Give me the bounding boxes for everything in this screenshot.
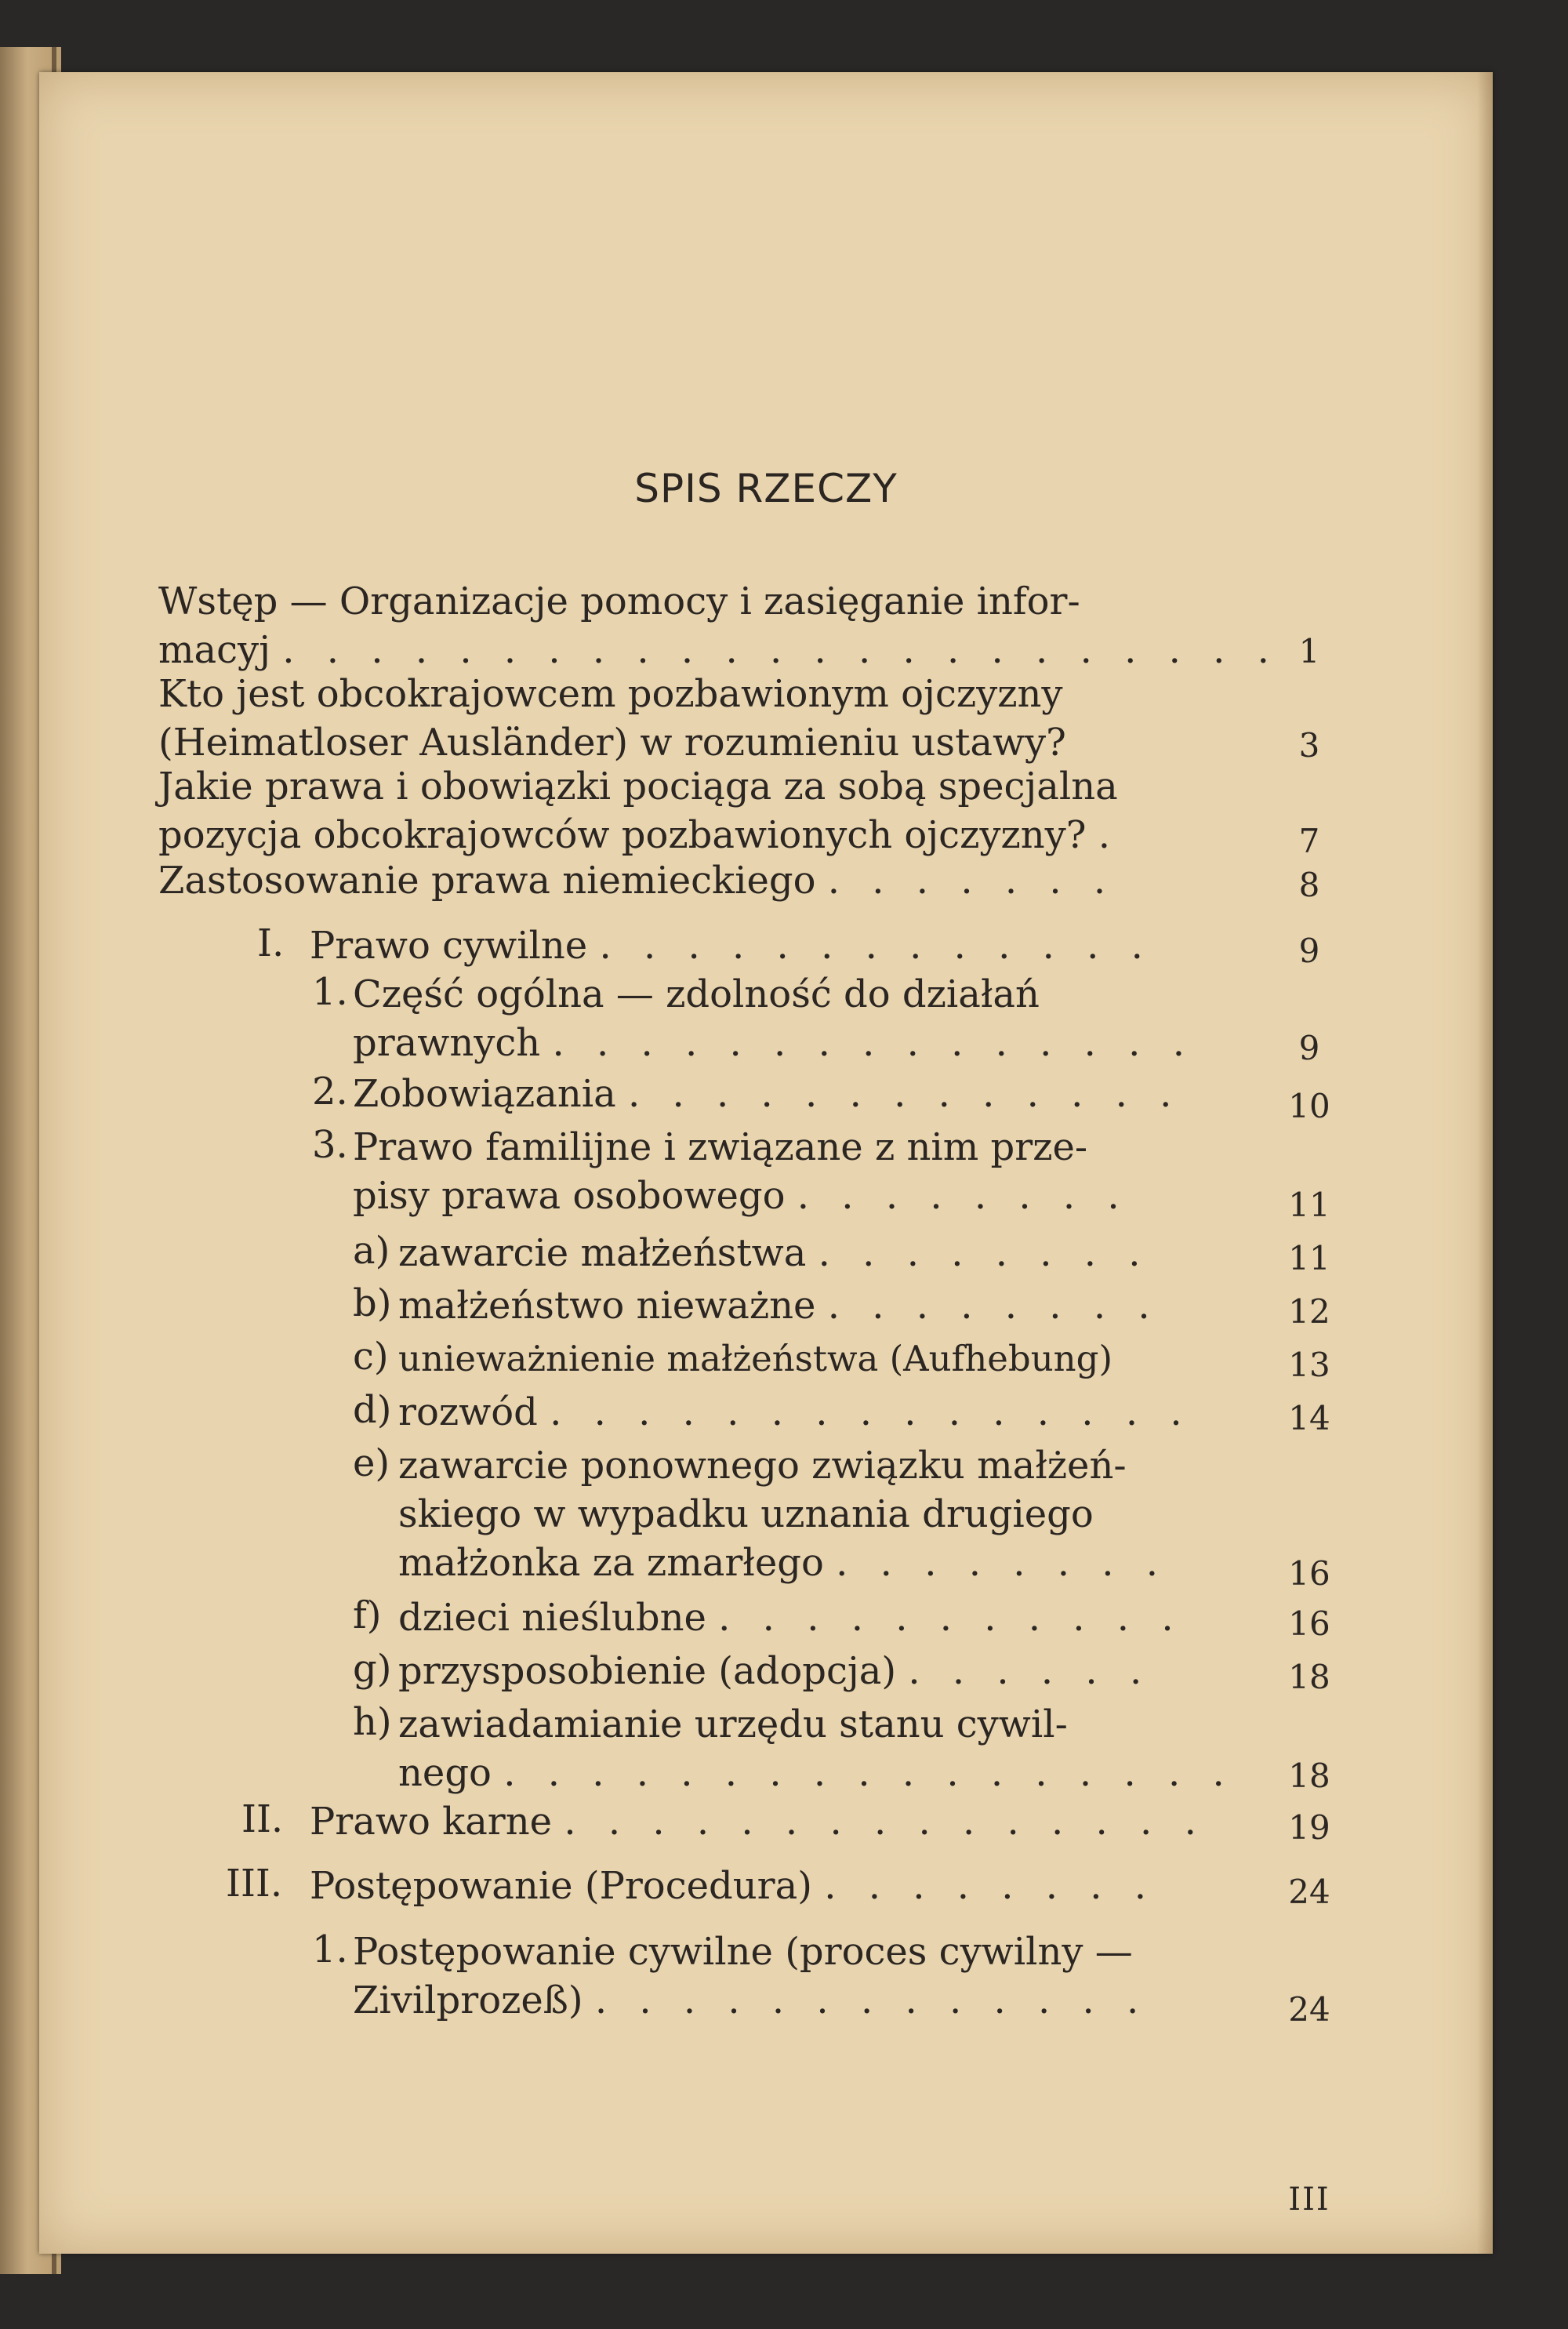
toc-label: h) <box>353 1700 392 1744</box>
toc-entry-text: przysposobienie (adopcja) <box>398 1649 897 1693</box>
dot-leader: . . . . . . . . <box>836 1541 1169 1585</box>
toc-entry-text: Postępowanie (Procedura) <box>310 1864 812 1908</box>
toc-entry-text: Zobowiązania <box>353 1072 616 1116</box>
book-page <box>39 72 1493 2254</box>
toc-entry-text: rozwód <box>398 1390 538 1434</box>
toc-page-number: 12 <box>1288 1292 1330 1331</box>
toc-entry-text-cont: pozycja obcokrajowców pozbawionych ojczyzny? . <box>158 813 1111 857</box>
dot-leader: . . . . . . . . . . . . . . . . . . . . . . . <box>282 628 1279 672</box>
toc-label: 3. <box>312 1123 348 1167</box>
toc-entry <box>398 1229 1151 1277</box>
toc-entry-text: Prawo familijne i związane z nim prze- <box>353 1125 1088 1169</box>
toc-entry <box>398 1441 1168 1587</box>
toc-entry-text-cont: Zivilprozeß) <box>353 1978 583 2022</box>
page-title: SPIS RZECZY <box>634 466 898 511</box>
table-of-contents <box>39 72 1493 2254</box>
page-number: III <box>1288 2182 1330 2218</box>
dot-leader: . . . . . . . . <box>827 1284 1160 1328</box>
toc-page-number: 18 <box>1288 1658 1330 1696</box>
toc-entry <box>353 1123 1130 1220</box>
toc-label: 1. <box>312 1928 348 1971</box>
toc-page-number: 18 <box>1288 1757 1330 1795</box>
toc-page-number: 11 <box>1288 1186 1330 1224</box>
toc-entry-text: Jakie prawa i obowiązki pociąga za sobą specjalna <box>158 765 1118 808</box>
toc-entry-text: Część ogólna — zdolność do działań <box>353 972 1040 1016</box>
toc-label: a) <box>353 1229 390 1273</box>
toc-entry-text-cont: małżonka za zmarłego <box>398 1541 824 1585</box>
toc-page-number: 11 <box>1288 1239 1330 1277</box>
toc-entry-text-cont: prawnych <box>353 1021 541 1065</box>
toc-entry-text: zawarcie małżeństwa <box>398 1231 807 1275</box>
dot-leader: . . . . . . . . <box>824 1864 1157 1908</box>
toc-page-number: 16 <box>1288 1604 1330 1643</box>
toc-entry-text: zawiadamianie urzędu stanu cywil- <box>398 1702 1068 1746</box>
toc-entry-text: Wstęp — Organizacje pomocy i zasięganie infor- <box>158 580 1080 623</box>
dot-leader: . . . . . . . . . . . <box>718 1596 1184 1640</box>
toc-entry <box>353 1070 1181 1118</box>
dot-leader: . . . . . . . . . . . . . <box>599 924 1153 968</box>
toc-entry-text: unieważnienie małżeństwa (Aufhebung) <box>398 1338 1113 1379</box>
dot-leader: . . . . . . . . . . . . . <box>594 1978 1149 2022</box>
toc-entry <box>158 856 1116 905</box>
toc-page-number: 24 <box>1288 1990 1330 2029</box>
toc-page-number: 16 <box>1288 1554 1330 1593</box>
toc-entry <box>310 921 1153 970</box>
toc-page-number: 19 <box>1288 1808 1330 1847</box>
dot-leader: . . . . . . . . . . . . . . . <box>552 1021 1195 1065</box>
toc-entry-text-cont: nego <box>398 1751 492 1795</box>
toc-entry-text: zawarcie ponownego związku małżeń- <box>398 1444 1127 1488</box>
toc-entry <box>310 1862 1156 1910</box>
dot-leader: . . . . . . . . . . . . . . . <box>564 1800 1207 1844</box>
toc-entry <box>398 1593 1184 1642</box>
toc-entry-text-cont: pisy prawa osobowego <box>353 1174 786 1218</box>
toc-entry <box>310 1797 1207 1846</box>
toc-entry-text-cont: macyj <box>158 628 271 672</box>
toc-page-number: 13 <box>1288 1346 1330 1384</box>
toc-label: II. <box>241 1797 284 1841</box>
toc-page-number: 14 <box>1288 1399 1330 1437</box>
toc-entry <box>398 1388 1192 1437</box>
toc-entry <box>353 1928 1149 2025</box>
toc-entry-text: Zastosowanie prawa niemieckiego <box>158 859 816 903</box>
dot-leader: . . . . . . . . . . . . . . . <box>550 1390 1192 1434</box>
dot-leader: . . . . . . . <box>827 859 1116 903</box>
toc-label: d) <box>353 1388 392 1432</box>
toc-entry-text: Prawo cywilne <box>310 924 588 968</box>
toc-page-number: 7 <box>1298 822 1320 860</box>
dot-leader: . . . . . . <box>908 1649 1152 1693</box>
toc-entry-text: Kto jest obcokrajowcem pozbawionym ojczyzny <box>158 672 1063 716</box>
toc-label: f) <box>353 1593 382 1637</box>
toc-entry <box>398 1281 1160 1330</box>
toc-page-number: 8 <box>1298 866 1320 904</box>
dot-leader: . . . . . . . . <box>818 1231 1151 1275</box>
dot-leader: . . . . . . . . <box>797 1174 1130 1218</box>
toc-entry-text-cont: (Heimatloser Ausländer) w rozumieniu ustawy? <box>158 721 1066 765</box>
toc-entry-text: Prawo karne <box>310 1800 553 1844</box>
toc-page-number: 24 <box>1288 1873 1330 1911</box>
toc-label: c) <box>353 1335 389 1379</box>
toc-page-number: 10 <box>1288 1087 1330 1125</box>
toc-page-number: 9 <box>1298 1029 1320 1067</box>
toc-label: g) <box>353 1647 392 1691</box>
toc-label: 2. <box>312 1070 348 1114</box>
toc-label: I. <box>257 921 285 965</box>
toc-entry <box>353 970 1195 1067</box>
toc-page-number: 9 <box>1298 932 1320 970</box>
dot-leader: . . . . . . . . . . . . . <box>627 1072 1182 1116</box>
toc-page-number: 1 <box>1298 632 1320 670</box>
toc-entry <box>158 577 1279 674</box>
toc-label: e) <box>353 1441 390 1485</box>
toc-entry-text-cont: skiego w wypadku uznania drugiego <box>398 1492 1094 1536</box>
toc-entry <box>398 1647 1152 1695</box>
toc-entry <box>398 1335 1112 1383</box>
toc-entry-text: małżeństwo nieważne <box>398 1284 816 1328</box>
toc-entry <box>158 762 1118 859</box>
toc-entry <box>398 1700 1235 1797</box>
toc-label: 1. <box>312 970 348 1014</box>
dot-leader: . . . . . . . . . . . . . . . . . <box>503 1751 1235 1795</box>
toc-entry-text: dzieci nieślubne <box>398 1596 706 1640</box>
toc-entry-text: Postępowanie cywilne (proces cywilny — <box>353 1930 1133 1974</box>
toc-label: b) <box>353 1281 392 1325</box>
toc-entry <box>158 670 1066 767</box>
toc-label: III. <box>226 1862 283 1906</box>
toc-page-number: 3 <box>1298 726 1320 765</box>
